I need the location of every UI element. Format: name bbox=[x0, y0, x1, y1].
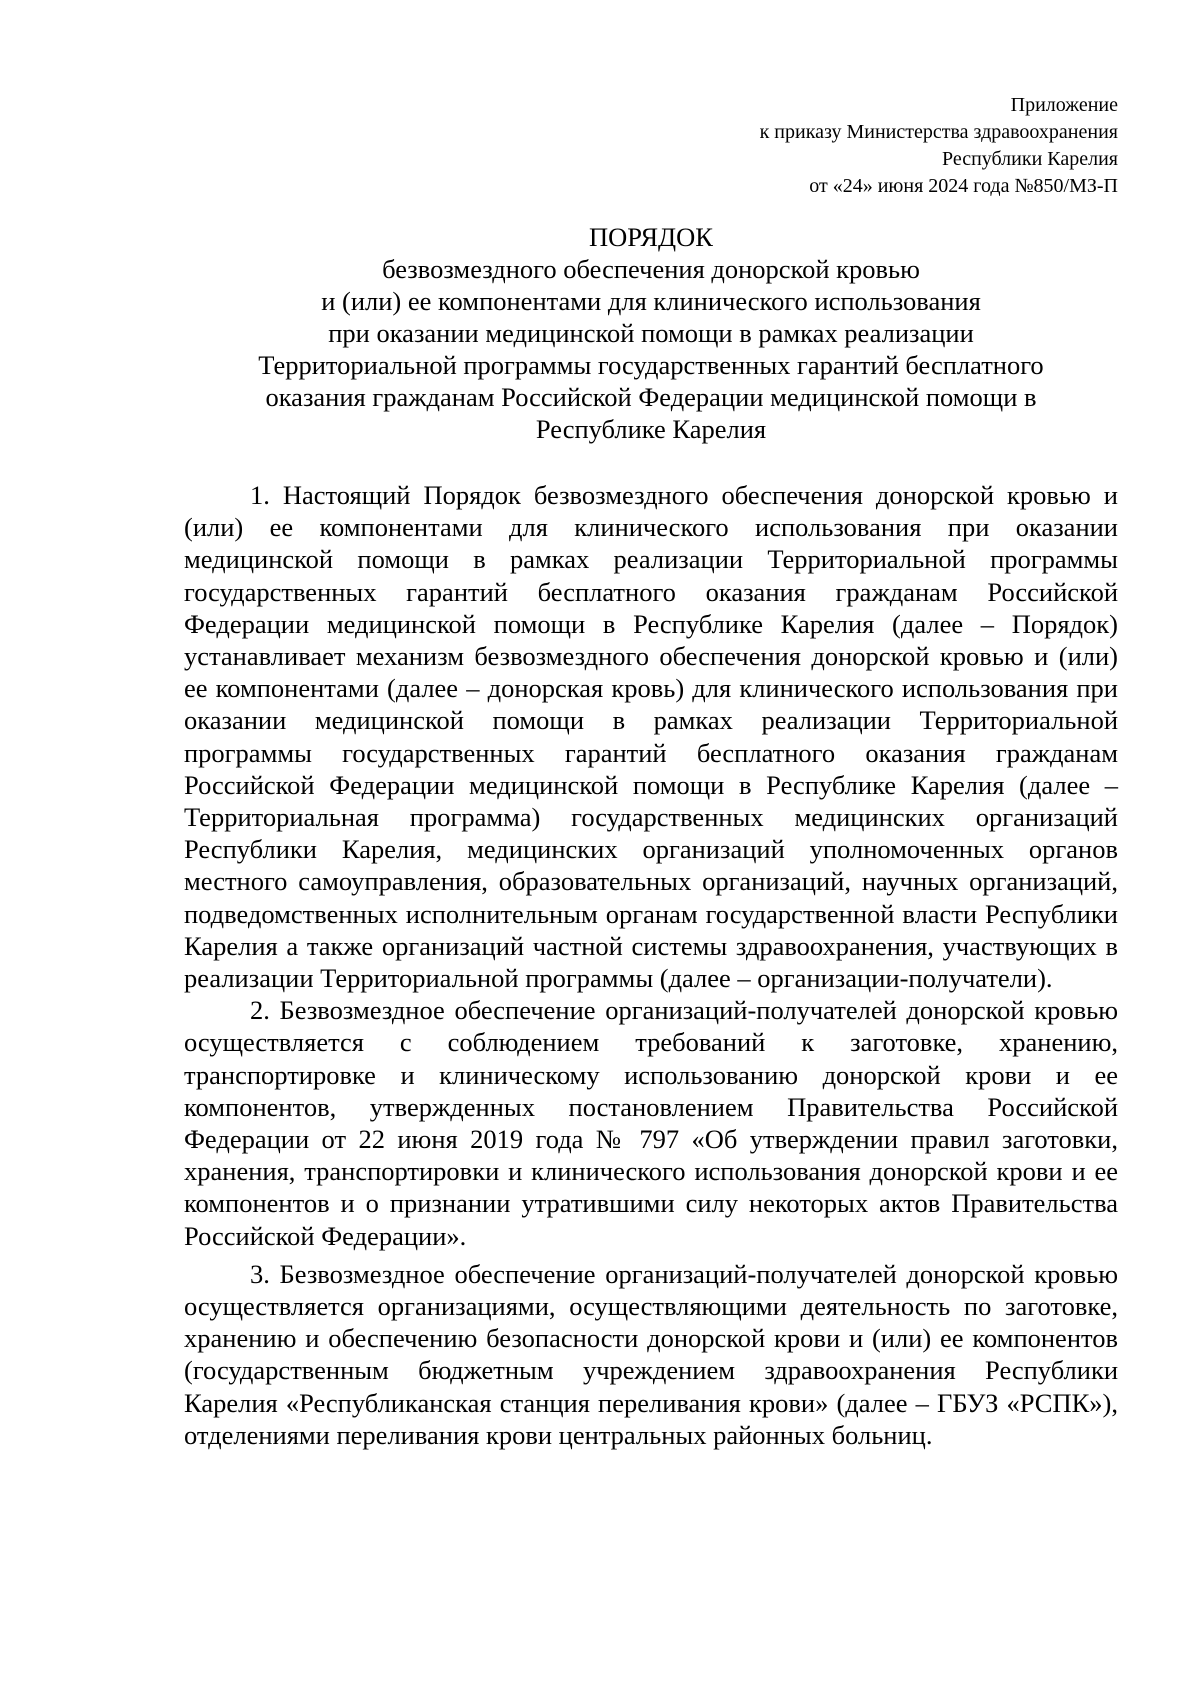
document-title: ПОРЯДОК bbox=[589, 222, 713, 252]
document-body bbox=[184, 479, 1118, 1451]
appendix-order-date: от «24» июня 2024 года №850/МЗ-П bbox=[809, 175, 1118, 197]
heading-line: Территориальной программы государственных гарантий бесплатного bbox=[258, 350, 1044, 380]
appendix-republic: Республики Карелия bbox=[941, 148, 1118, 170]
document-page bbox=[184, 92, 1118, 1451]
heading-line: оказания гражданам Российской Федерации медицинской помощи в bbox=[265, 382, 1037, 412]
heading-line: и (или) ее компонентами для клинического использования bbox=[321, 286, 981, 316]
heading-line: при оказании медицинской помощи в рамках реализации bbox=[328, 318, 974, 348]
appendix-order-ref: к приказу Министерства здравоохранения bbox=[759, 121, 1118, 143]
paragraph-3: 3. Безвозмездное обеспечение организаций-получателей донорской кровью осуществляется организациями, осуществляющими деятельность по заготовке, хранению и обеспечению безопасности донорской крови и (или) ее компонентов (государственным бюджетным учреждением здравоохранения Республики Карелия «Республиканская станция переливания крови» (далее – ГБУЗ «РСПК»), отделениями переливания крови центральных районных больниц. bbox=[184, 1258, 1118, 1450]
heading-line: безвозмездного обеспечения донорской кровью bbox=[382, 254, 920, 284]
paragraph-1: 1. Настоящий Порядок безвозмездного обеспечения донорской кровью и (или) ее компонентами для клинического использования при оказании медицинской помощи в рамках реализации Территориальной программы государственных гарантий бесплатного оказания гражданам Российской Федерации медицинской помощи в Республике Карелия (далее – Порядок) устанавливает механизм безвозмездного обеспечения донорской кровью и (или) ее компонентами (далее – донорская кровь) для клинического использования при оказании медицинской помощи в рамках реализации Территориальной программы государственных гарантий бесплатного оказания гражданам Российской Федерации медицинской помощи в Республике Карелия (далее – Территориальная программа) государственных медицинских организаций Республики Карелия, медицинских организаций уполномоченных органов местного самоуправления, образовательных организаций, научных организаций, подведомственных исполнительным органам государственной власти Республики Карелия а также организаций частной системы здравоохранения, участвующих в реализации Территориальной программы (далее – организации-получатели). bbox=[184, 480, 1118, 994]
appendix-block bbox=[184, 92, 1118, 200]
paragraph-2: 2. Безвозмездное обеспечение организаций-получателей донорской кровью осуществляется с соблюдением требований к заготовке, хранению, транспортировке и клиническому использованию донорской крови и ее компонентов, утвержденных постановлением Правительства Российской Федерации от 22 июня 2019 года № 797 «Об утверждении правил заготовки, хранения, транспортировки и клинического использования донорской крови и ее компонентов и о признании утратившими силу некоторых актов Правительства Российской Федерации». bbox=[184, 995, 1118, 1251]
document-heading bbox=[184, 221, 1118, 445]
appendix-label: Приложение bbox=[1010, 94, 1118, 116]
heading-line: Республике Карелия bbox=[535, 414, 767, 444]
